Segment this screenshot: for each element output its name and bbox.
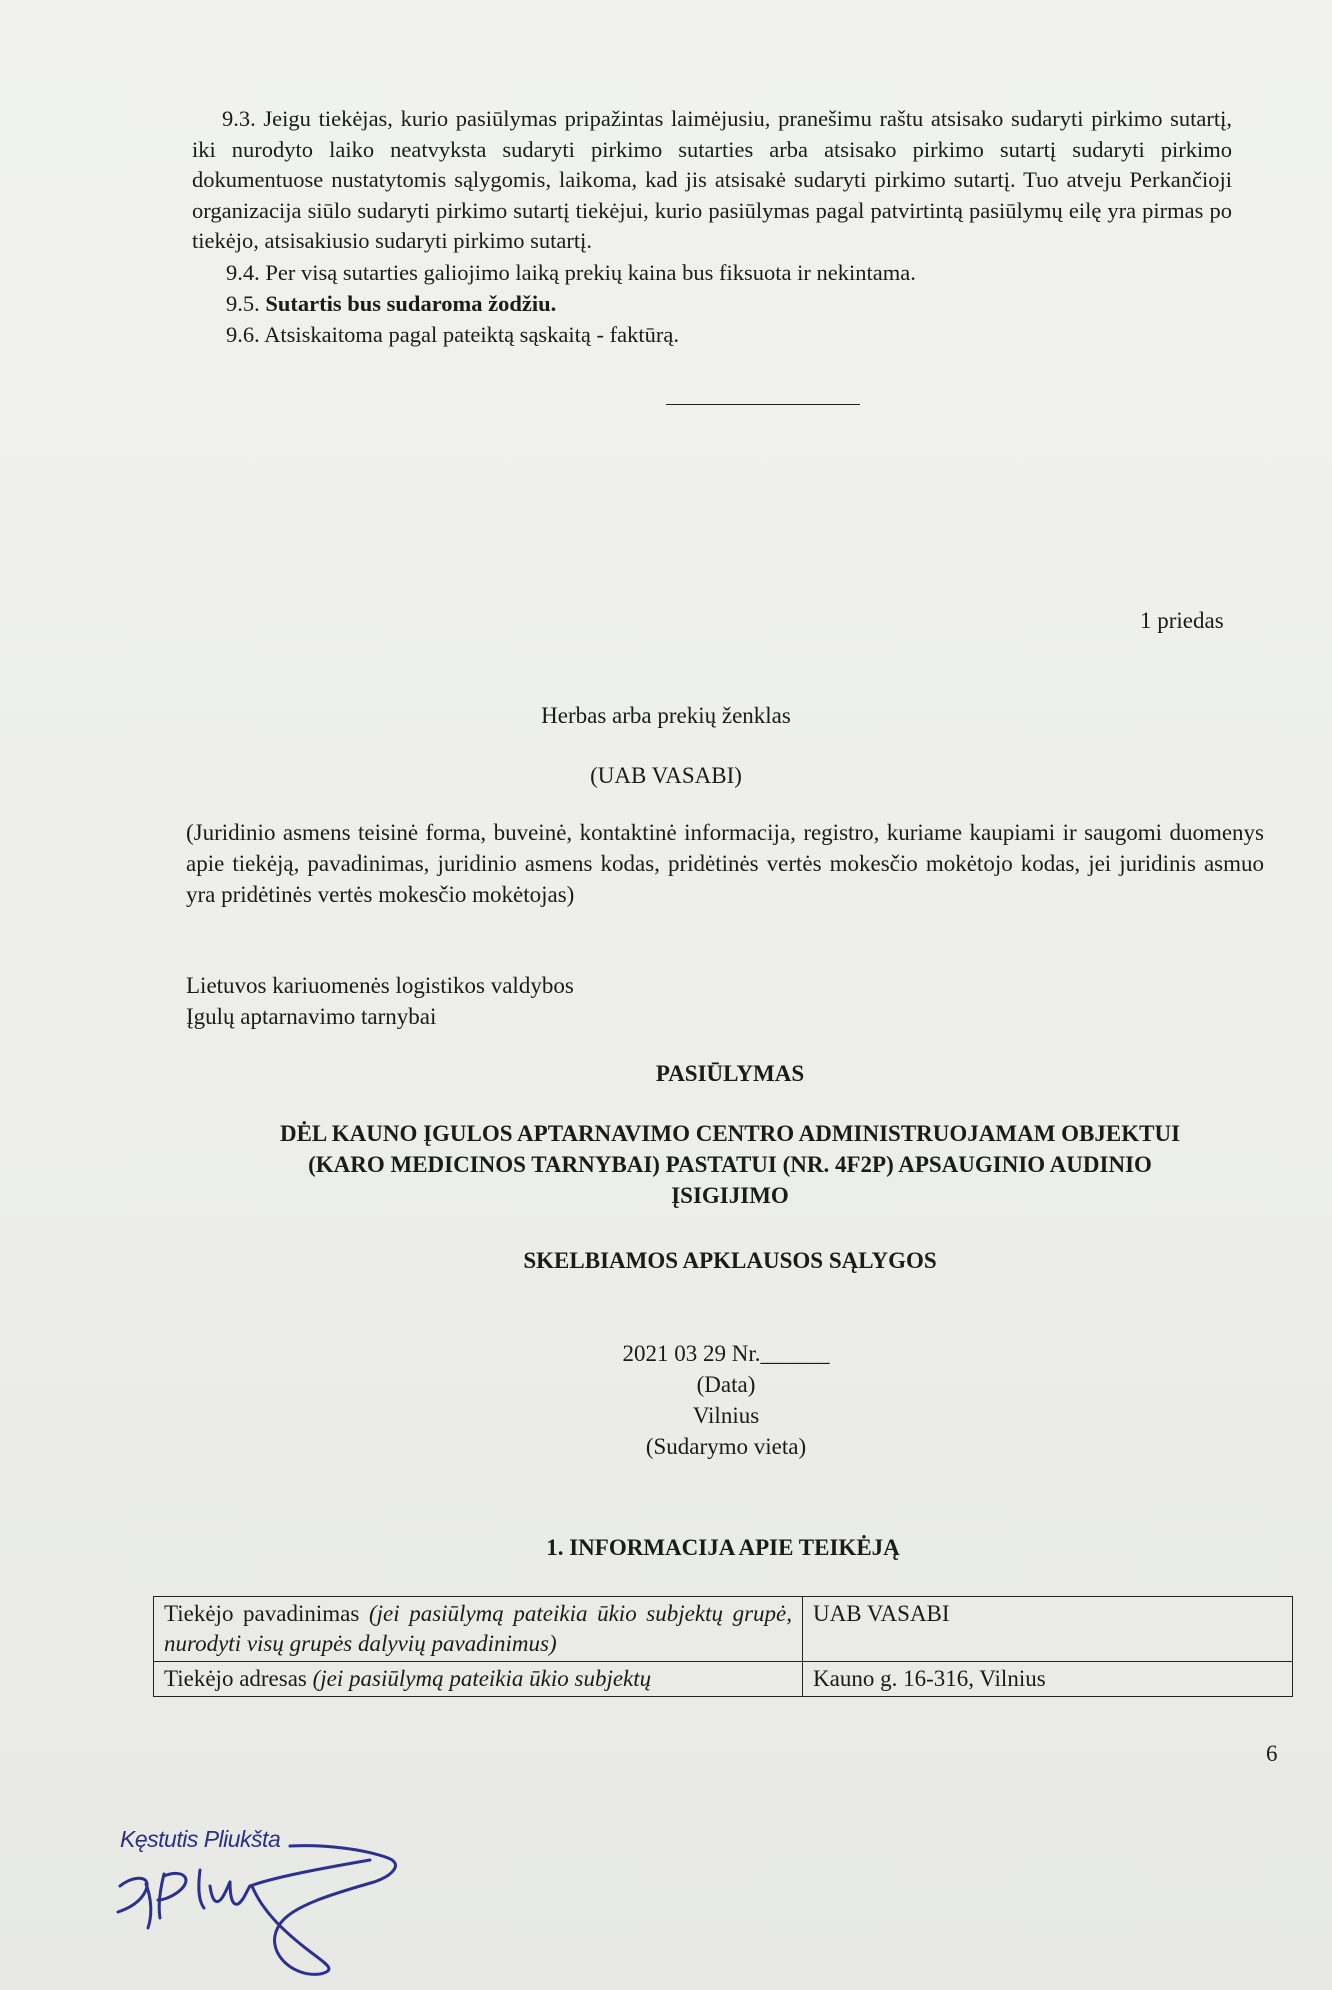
document-title: PASIŪLYMAS [655, 1061, 805, 1086]
annex-label: 1 priedas [1140, 608, 1224, 633]
recipient-line-2: Įgulų aptarnavimo tarnybai [186, 1004, 437, 1029]
handwritten-signature-icon [112, 1820, 412, 1990]
date-label: (Data) [696, 1372, 756, 1397]
clause-9-4: 9.4. Per visą sutarties galiojimo laiką prekių kaina bus fiksuota ir nekintama. [226, 260, 916, 285]
supplier-info-table [153, 1596, 1293, 1697]
emblem-placeholder: Herbas arba prekių ženklas [541, 703, 791, 728]
legal-info: (Juridinio asmens teisinė forma, buveinė, kontaktinė informacija, registro, kuriame kaupiami ir saugomi duomenys apie tiekėją, pavadinimas, juridinio asmens kodas, pridėtinės vertės mokesčio mokėtojo kodas, jei juridinis asmuo yra pridėtinės vertės mokesčio mokėtojas) [186, 820, 1264, 907]
subject-line-2: (KARO MEDICINOS TARNYBAI) PASTATUI (NR. 4F2P) APSAUGINIO AUDINIO [308, 1152, 1152, 1177]
label-plain: Tiekėjo pavadinimas [164, 1601, 369, 1626]
place: Vilnius [692, 1403, 760, 1428]
subject-line-1: DĖL KAUNO ĮGULOS APTARNAVIMO CENTRO ADMINISTRUOJAMAM OBJEKTUI [279, 1121, 1181, 1146]
clause-9-5 [226, 289, 556, 319]
label-note: (jei pasiūlymą pateikia ūkio subjektų grupė, nurodyti visų grupės dalyvių pavadinimus) [164, 1601, 792, 1656]
place-label: (Sudarymo vieta) [645, 1434, 807, 1459]
section-divider [666, 404, 860, 405]
clause-9-3-number: 9.3. [222, 106, 256, 131]
table-row [154, 1597, 1293, 1662]
clause-9-3-text: Jeigu tiekėjas, kurio pasiūlymas pripažintas laimėjusiu, pranešimu raštu atsisako sudaryti pirkimo sutartį, iki nurodyto laiko neatvyksta sudaryti pirkimo sutarties arba atsisako pirkimo sutartį sudaryti pirkimo dokumentuose nustatytomis sąlygomis, laikoma, kad jis atsisakė sudaryti pirkimo sutartį. Tuo atveju Perkančioji organizacija siūlo sudaryti pirkimo sutartį tiekėjui, kurio pasiūlymas pagal patvirtintą pasiūlymų eilę yra pirmas po tiekėjo, atsisakiusio sudaryti pirkimo sutartį. [192, 106, 1232, 253]
supplier-address-label [154, 1662, 803, 1697]
clause-9-6: 9.6. Atsiskaitoma pagal pateiktą sąskaitą - faktūrą. [226, 322, 679, 347]
supplier-address-value: Kauno g. 16-316, Vilnius [803, 1662, 1293, 1697]
recipient-block [186, 970, 574, 1032]
table-row [154, 1662, 1293, 1697]
clause-9-5-number: 9.5. [226, 291, 260, 316]
section-1-title: 1. INFORMACIJA APIE TEIKĖJĄ [546, 1535, 900, 1560]
supplier-name-value: UAB VASABI [803, 1597, 1293, 1662]
supplier-name-label [154, 1597, 803, 1662]
page-number: 6 [1266, 1741, 1278, 1766]
clause-9-5-text: Sutartis bus sudaroma žodžiu. [265, 291, 557, 316]
date-line: 2021 03 29 Nr.______ [622, 1341, 830, 1366]
clause-9-3 [192, 104, 1232, 257]
signature-name: Kęstutis Pliukšta [120, 1826, 281, 1852]
recipient-line-1: Lietuvos kariuomenės logistikos valdybos [186, 973, 574, 998]
conditions-heading: SKELBIAMOS APKLAUSOS SĄLYGOS [523, 1248, 937, 1273]
company-name: (UAB VASABI) [590, 763, 742, 788]
subject-line-3: ĮSIGIJIMO [671, 1183, 789, 1208]
label-plain: Tiekėjo adresas [164, 1666, 313, 1691]
label-note: (jei pasiūlymą pateikia ūkio subjektų [312, 1666, 652, 1691]
